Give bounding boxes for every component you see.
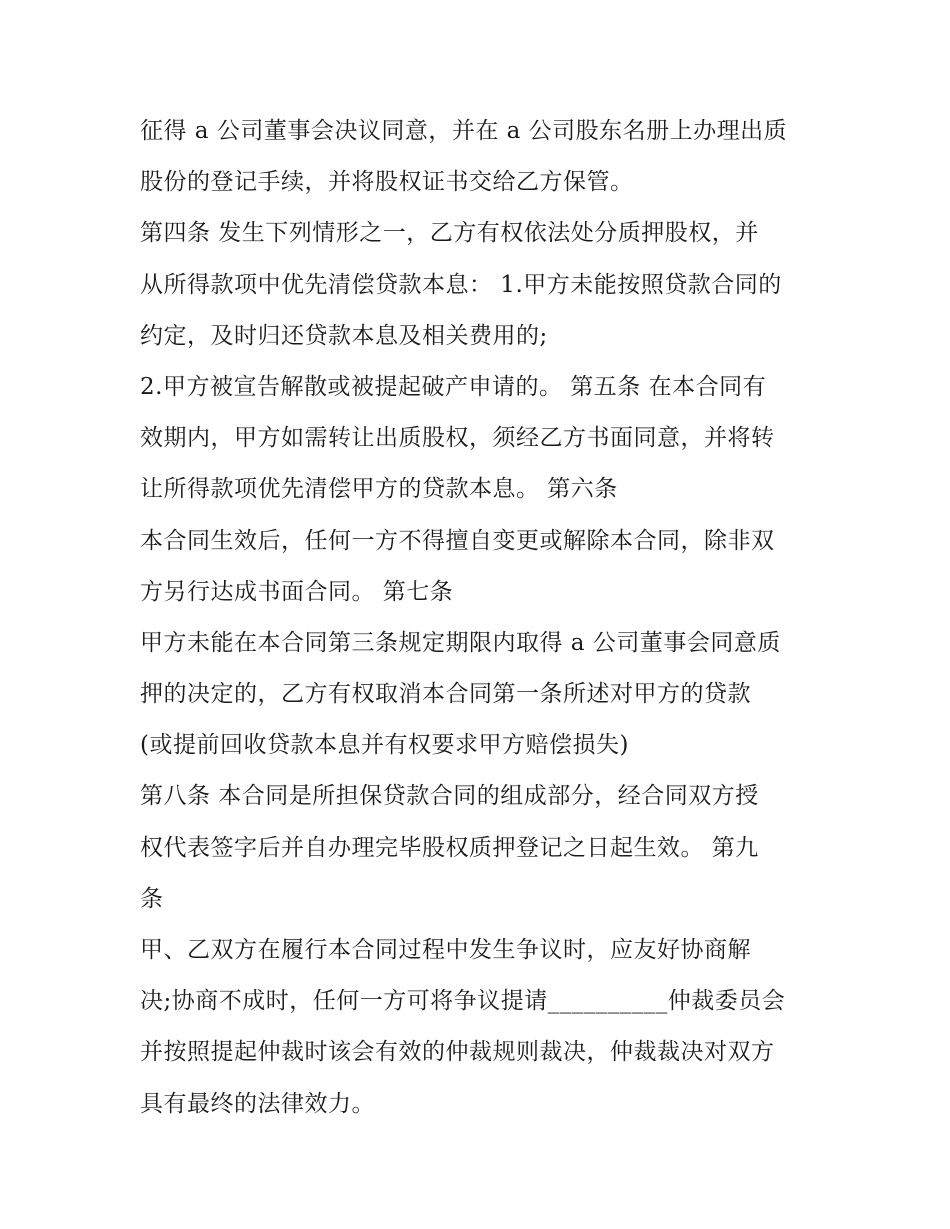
text-line: 甲方未能在本合同第三条规定期限内取得 a 公司董事会同意质 (140, 629, 781, 656)
text-line: 并按照提起仲裁时该会有效的仲裁规则裁决，仲裁裁决对双方 (140, 1039, 775, 1066)
text-line: 第八条 本合同是所担保贷款合同的组成部分，经合同双方授 (140, 783, 759, 810)
text-line: 方另行达成书面合同。 第七条 (140, 578, 454, 605)
text-line: 约定，及时归还贷款本息及相关费用的; (140, 322, 548, 349)
text-line: 效期内，甲方如需转让出质股权，须经乙方书面同意，并将转 (140, 425, 775, 452)
contract-text-body (140, 106, 820, 1130)
text-line: 本合同生效后，任何一方不得擅自变更或解除本合同，除非双 (140, 527, 775, 554)
text-line: 从所得款项中优先清偿贷款本息： 1.甲方未能按照贷款合同的 (140, 271, 782, 298)
text-line: 征得 a 公司董事会决议同意，并在 a 公司股东名册上办理出质 (140, 118, 788, 144)
text-line: 具有最终的法律效力。 (140, 1090, 375, 1117)
text-line: 决;协商不成时，任何一方可将争议提请__________仲裁委员会 (140, 988, 786, 1015)
text-line: 权代表签字后并自办理完毕股权质押登记之日起生效。 第九 (140, 834, 759, 861)
text-line: (或提前回收贷款本息并有权要求甲方赔偿损失) (140, 732, 629, 759)
text-line: 股份的登记手续，并将股权证书交给乙方保管。 (140, 169, 634, 196)
text-line: 甲、乙双方在履行本合同过程中发生争议时，应友好协商解 (140, 937, 751, 963)
text-line: 2.甲方被宣告解散或被提起破产申请的。 第五条 在本合同有 (140, 373, 767, 400)
text-line: 让所得款项优先清偿甲方的贷款本息。 第六条 (140, 476, 618, 503)
text-line: 条 (140, 885, 164, 912)
text-line: 第四条 发生下列情形之一，乙方有权依法处分质押股权，并 (140, 220, 759, 247)
text-line: 押的决定的，乙方有权取消本合同第一条所述对甲方的贷款 (140, 681, 751, 708)
